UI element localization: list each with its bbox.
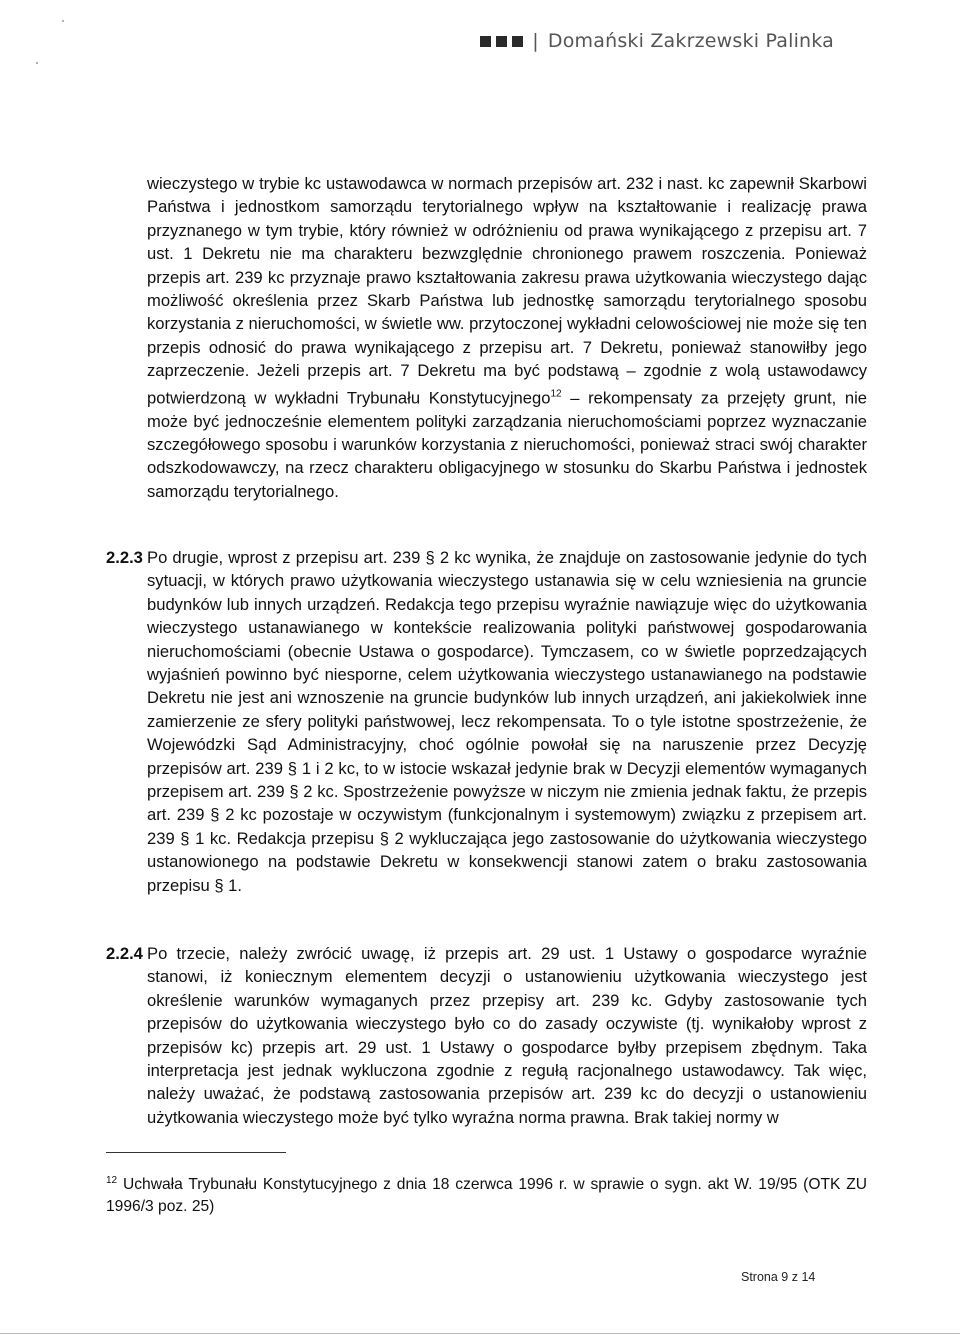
footnote-marker: 12 [106, 1175, 118, 1186]
section-2-2-4 [106, 942, 867, 1129]
page-number: Strona 9 z 14 [741, 1270, 816, 1284]
section-text: Po trzecie, należy zwrócić uwagę, iż przepis art. 29 ust. 1 Ustawy o gospodarce wyraźnie stanowi, iż koniecznym elementem decyzji o ustanowieniu użytkowania wieczystego jest określenie warunków wymaganych przez przepisy art. 239 kc. Gdyby zastosowanie tych przepisów do użytkowania wieczystego było co do zasady oczywiste (tj. wynikałoby wprost z przepisów kc) przepis art. 29 ust. 1 Ustawy o gospodarce byłby przepisem zbędnym. Taka interpretacja jest jednak wykluczona zgodnie z regułą racjonalnego ustawodawcy. Tak więc, należy uważać, że podstawą zastosowania przepisów art. 239 kc do decyzji o ustanowieniu użytkowania wieczystego może być tylko wyraźna norma prawna. Brak takiej normy w [147, 944, 867, 1127]
header-separator: | [532, 30, 539, 52]
firm-logo-icon [480, 36, 523, 47]
intro-text-part-2: – rekompensaty za przejęty grunt, nie może być jednocześnie elementem polityki zarządzania nieruchomościami poprzez wyznaczanie szczegółowego sposobu i warunków korzystania z nieruchomości, ponieważ straci swój charakter odszkodowawczy, na rzecz charakteru obligacyjnego w stosunku do Skarbu Państwa i jednostek samorządu terytorialnego. [147, 388, 867, 501]
footnote-reference[interactable]: 12 [550, 388, 562, 400]
intro-paragraph [147, 172, 867, 503]
intro-text-part-1: wieczystego w trybie kc ustawodawca w normach przepisów art. 232 i nast. kc zapewnił Skarbowi Państwa i jednostkom samorządu terytorialnego wpływ na kształtowanie i realizację prawa przyznanego w tym trybie, który również w odróżnieniu od prawa wynikającego z przepisu art. 7 ust. 1 Dekretu nie ma charakteru bezwzględnie chronionego prawem roszczenia. Ponieważ przepis art. 239 kc przyznaje prawo kształtowania zakresu prawa użytkowania wieczystego dając możliwość określenia przez Skarb Państwa lub jednostkę samorządu terytorialnego sposobu korzystania z nieruchomości, w świetle ww. przytoczonej wykładni celowościowej nie może się ten przepis odnosić do prawa wynikającego z przepisu art. 7 Dekretu, ponieważ stanowiłby jego zaprzeczenie. Jeżeli przepis art. 7 Dekretu ma być podstawą – zgodnie z wolą ustawodawcy potwierdzoną w wykładni Trybunału Konstytucyjnego [147, 174, 867, 408]
page-header [480, 30, 834, 52]
section-number: 2.2.4 [106, 944, 143, 963]
footnote [106, 1170, 867, 1218]
footnote-divider [106, 1152, 286, 1153]
section-text: Po drugie, wprost z przepisu art. 239 § 2 kc wynika, że znajduje on zastosowanie jedynie do tych sytuacji, w których prawo użytkowania wieczystego ustanawia się w celu wzniesienia na gruncie budynków lub innych urządzeń. Redakcja tego przepisu wyraźnie nawiązuje więc do użytkowania wieczystego ustanawianego w kontekście realizowania polityki państwowej gospodarowania nieruchomościami (obecnie Ustawa o gospodarce). Tymczasem, co w świetle poprzedzających wyjaśnień powinno być niesporne, celem użytkowania wieczystego ustanawianego na podstawie Dekretu nie jest ani wznoszenie na gruncie budynków lub innych urządzeń, ani jakiekolwiek inne zamierzenie ze sfery polityki państwowej, lecz rekompensata. To o tyle istotne spostrzeżenie, że Wojewódzki Sąd Administracyjny, choć ogólnie powołał się na naruszenie przez Decyzję przepisów art. 239 § 1 i 2 kc, to w istocie wskazał jedynie brak w Decyzji elementów wymaganych przepisem art. 239 § 2 kc. Spostrzeżenie powyższe w niczym nie zmienia jednak faktu, że przepis art. 239 § 2 kc pozostaje w oczywistym (funkcjonalnym i systemowym) związku z przepisem art. 239 § 1 kc. Redakcja przepisu § 2 wykluczająca jego zastosowanie do użytkowania wieczystego ustanowionego na podstawie Dekretu w konsekwencji stanowi zatem o braku zastosowania przepisu § 1. [147, 548, 867, 895]
firm-name: Domański Zakrzewski Palinka [547, 30, 834, 52]
page-edge-divider [0, 1333, 960, 1334]
scan-speck [62, 20, 64, 22]
section-number: 2.2.3 [106, 548, 143, 567]
scan-speck [36, 62, 38, 64]
footnote-text: Uchwała Trybunału Konstytucyjnego z dnia 18 czerwca 1996 r. w sprawie o sygn. akt W. 19/95 (OTK ZU 1996/3 poz. 25) [106, 1176, 867, 1215]
section-2-2-3 [106, 546, 867, 897]
